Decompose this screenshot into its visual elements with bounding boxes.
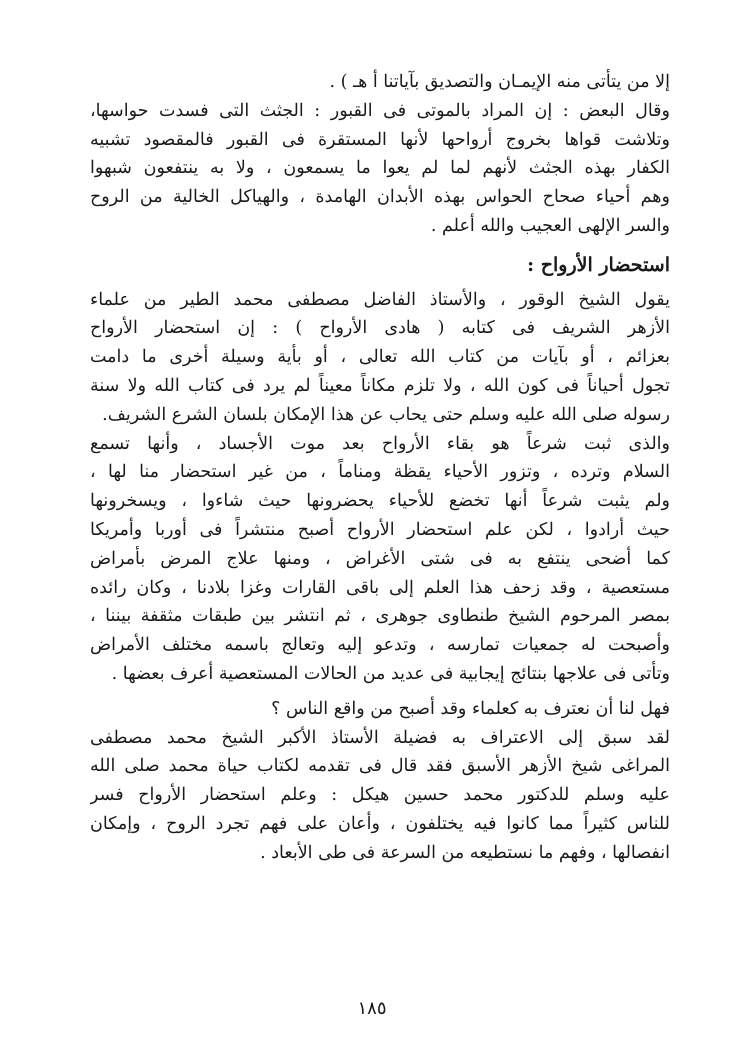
- text-line: الأزهر الشريف فى كتابه ( هادى الأرواح ) : إن استحضار الأرواح: [90, 318, 670, 339]
- text-line: انفصالها ، وفهم ما نستطيعه من السرعة فى طى الأبعاد .: [260, 842, 670, 863]
- text-line: كما أضحى ينتفع به فى شتى الأغراض ، ومنها علاج المرض بأمراض: [90, 548, 670, 569]
- text-line: الكفار بهذه الجثث لأنهم لما لم يعوا ما يسمعون ، ولا به ينتفعون شبهوا: [90, 158, 670, 179]
- text-line: وقال البعض : إن المراد بالموتى فى القبور : الجثث التى فسدت حواسها،: [90, 100, 670, 121]
- text-line: بمصر المرحوم الشيخ طنطاوى جوهرى ، ثم انتشر بين طبقات مثقفة بيننا ،: [90, 606, 670, 627]
- text-line: يقول الشيخ الوقور ، والأستاذ الفاضل مصطفى محمد الطير من علماء: [90, 289, 670, 310]
- text-line: وأصبحت له جمعيات تمارسه ، وتدعو إليه وتعالج باسمه مختلف الأمراض: [90, 635, 670, 656]
- text-line: رسوله صلى الله عليه وسلم حتى يحاب عن هذا الإمكان بلسان الشرع الشريف.: [102, 404, 670, 425]
- text-line: وتلاشت قواها بخروج أرواحها لأنها المستقرة فى القبور فالمقصود تشبيه: [90, 129, 670, 150]
- text-line: ولم يثبت شرعاً أنها تخضع للأحياء يحضرونها حيث شاءوا ، ويسخرونها: [90, 491, 670, 512]
- text-line: والسر الإلهى العجيب والله أعلم .: [430, 215, 670, 236]
- text-line: وتأتى فى علاجها بنتائج إيجابية فى عديد من الحالات المستعصية أعرف بعضها .: [111, 663, 670, 684]
- page-body: [90, 68, 670, 868]
- text-line: بعزائم ، أو بآيات من كتاب الله تعالى ، أو بأية وسيلة أخرى ما دامت: [90, 347, 670, 368]
- text-line: مستعصية ، وقد زحف هذا العلم إلى باقى القارات وغزا بلادنا ، وكان رائده: [90, 577, 670, 598]
- page-number: ١٨٥: [357, 998, 387, 1019]
- text-line: المراغى شيخ الأزهر الأسبق فقد قال فى تقدمه لكتاب حياة محمد صلى الله: [90, 756, 670, 777]
- text-line: لقد سبق إلى الاعتراف به فضيلة الأستاذ الأكبر الشيخ محمد مصطفى: [90, 727, 670, 748]
- section-heading: استحضار الأرواح :: [527, 253, 670, 276]
- text-line: تجول أحياناً فى كون الله ، ولا تلزم مكاناً معيناً لم يرد فى كتاب الله ولا سنة: [90, 375, 670, 396]
- text-line: السلام وترده ، وتزور الأحياء يقظة ومناماً ، من غير استحضار منا لها ،: [90, 462, 670, 483]
- text-line: حيث أرادوا ، لكن علم استحضار الأرواح أصبح منتشراً فى أوربا وأمريكا: [90, 519, 670, 540]
- text-line: فهل لنا أن نعترف به كعلماء وقد أصبح من واقع الناس ؟: [271, 698, 670, 719]
- text-line: وهم أحياء صحاح الحواس بهذه الأبدان الهامدة ، والهياكل الخالية من الروح: [90, 187, 670, 208]
- text-line: إلا من يتأتى منه الإيمـان والتصديق بآياتنا أ هـ ) .: [329, 72, 670, 92]
- text-line: عليه وسلم للدكتور محمد حسين هيكل : وعلم استحضار الأرواح فسر: [90, 785, 670, 806]
- paragraph-gap: [90, 241, 670, 251]
- text-line: والذى ثبت شرعاً هو بقاء الأرواح بعد موت الأجساد ، وأنها تسمع: [90, 433, 670, 454]
- text-line: للناس كثيراً مما كانوا فيه يختلفون ، وأعان على فهم تجرد الروح ، وإمكان: [90, 813, 670, 834]
